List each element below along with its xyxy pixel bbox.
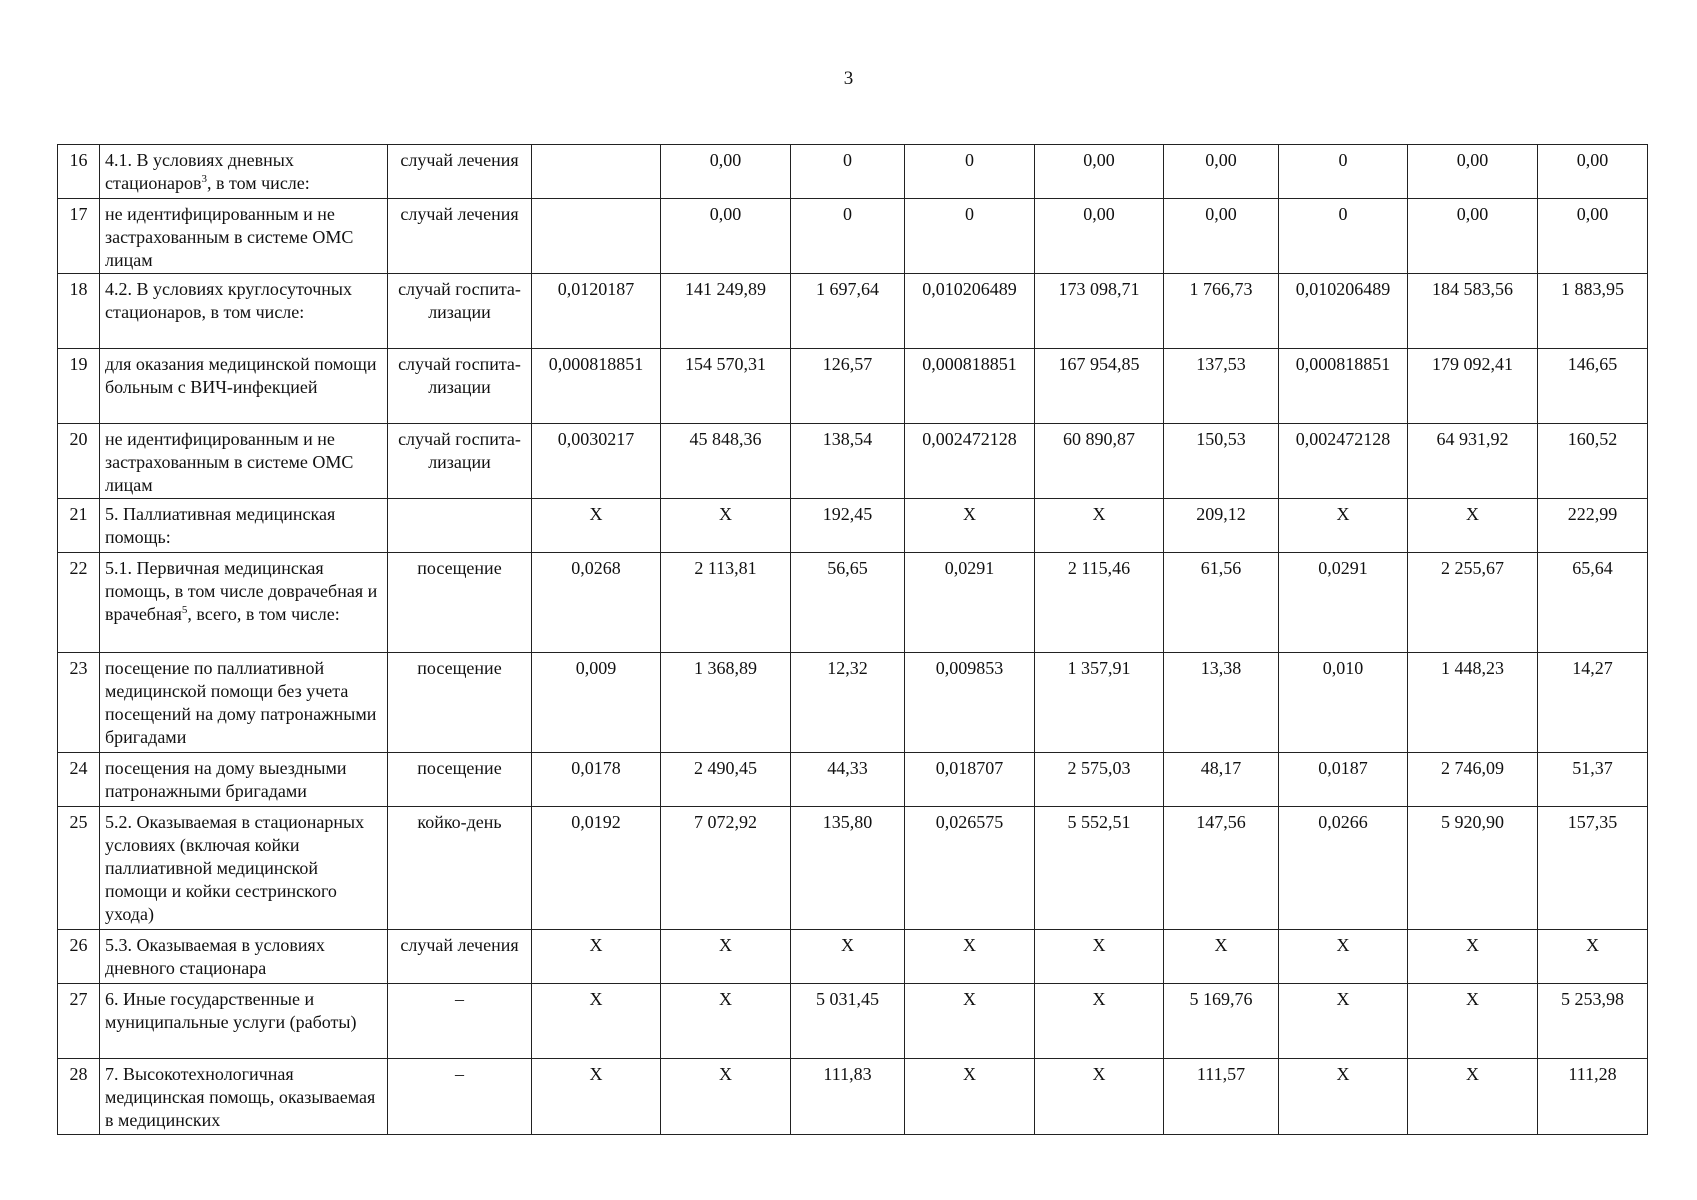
value-cell: 0,000818851 — [1279, 349, 1408, 424]
row-name: 6. Иные государственные и муниципальные услуги (работы) — [105, 989, 357, 1032]
row-name: 7. Высокотехнологичная медицинская помощь, оказываемая в медицинских — [105, 1064, 376, 1130]
value-cell: 184 583,56 — [1408, 274, 1538, 349]
table-row — [58, 424, 1648, 499]
value-cell: 138,54 — [791, 424, 905, 499]
value-cell: 2 490,45 — [661, 753, 791, 807]
value-cell: 1 368,89 — [661, 653, 791, 753]
row-name-cell — [100, 930, 388, 984]
value-cell: 0,00 — [1164, 145, 1279, 199]
value-cell: X — [1408, 499, 1538, 553]
value-cell: 0 — [1279, 199, 1408, 274]
value-cell — [532, 145, 661, 199]
footnote-ref: 3 — [201, 173, 207, 185]
table-row — [58, 199, 1648, 274]
value-cell: 0 — [1279, 145, 1408, 199]
value-cell: 141 249,89 — [661, 274, 791, 349]
row-name-cell — [100, 274, 388, 349]
value-cell: 222,99 — [1538, 499, 1648, 553]
value-cell: 51,37 — [1538, 753, 1648, 807]
row-name: 4.1. В условиях дневных стационаров — [105, 150, 294, 193]
value-cell: 44,33 — [791, 753, 905, 807]
value-cell: 0,026575 — [905, 807, 1035, 930]
table-row — [58, 553, 1648, 653]
value-cell: 0,00 — [1035, 199, 1164, 274]
value-cell: X — [1408, 930, 1538, 984]
value-cell: X — [661, 1059, 791, 1135]
row-number: 20 — [58, 424, 100, 499]
value-cell: 179 092,41 — [1408, 349, 1538, 424]
value-cell: 2 113,81 — [661, 553, 791, 653]
value-cell: 1 883,95 — [1538, 274, 1648, 349]
value-cell: 173 098,71 — [1035, 274, 1164, 349]
row-name: 5.3. Оказываемая в условиях дневного стационара — [105, 935, 325, 978]
value-cell: 157,35 — [1538, 807, 1648, 930]
table-body — [58, 145, 1648, 1135]
table-row — [58, 653, 1648, 753]
row-number: 26 — [58, 930, 100, 984]
row-unit: посещение — [388, 753, 532, 807]
value-cell: 5 031,45 — [791, 984, 905, 1059]
value-cell: X — [661, 499, 791, 553]
value-cell: 0,0187 — [1279, 753, 1408, 807]
value-cell: X — [532, 499, 661, 553]
value-cell: X — [1538, 930, 1648, 984]
value-cell: 64 931,92 — [1408, 424, 1538, 499]
table-row — [58, 274, 1648, 349]
value-cell: 111,57 — [1164, 1059, 1279, 1135]
value-cell: 5 920,90 — [1408, 807, 1538, 930]
row-number: 21 — [58, 499, 100, 553]
value-cell: 0 — [791, 199, 905, 274]
value-cell: 2 746,09 — [1408, 753, 1538, 807]
value-cell: 0,00 — [1035, 145, 1164, 199]
row-unit: посещение — [388, 653, 532, 753]
row-number: 17 — [58, 199, 100, 274]
value-cell: X — [532, 1059, 661, 1135]
value-cell: 0,0291 — [1279, 553, 1408, 653]
value-cell: 13,38 — [1164, 653, 1279, 753]
value-cell: 0,009 — [532, 653, 661, 753]
row-name-cell — [100, 984, 388, 1059]
table-row — [58, 1059, 1648, 1135]
value-cell: 150,53 — [1164, 424, 1279, 499]
value-cell: 0,00 — [1408, 199, 1538, 274]
value-cell: 0,018707 — [905, 753, 1035, 807]
value-cell: 0 — [791, 145, 905, 199]
table-row — [58, 930, 1648, 984]
row-unit: посещение — [388, 553, 532, 653]
value-cell: 0,00 — [1408, 145, 1538, 199]
table-row — [58, 984, 1648, 1059]
value-cell: 0,00 — [661, 145, 791, 199]
row-name: 5. Паллиативная медицинская помощь: — [105, 504, 336, 547]
row-name-tail: , в том числе: — [206, 173, 310, 193]
row-number: 25 — [58, 807, 100, 930]
row-number: 22 — [58, 553, 100, 653]
value-cell: 0,010 — [1279, 653, 1408, 753]
value-cell: 14,27 — [1538, 653, 1648, 753]
value-cell: X — [661, 984, 791, 1059]
value-cell: 2 255,67 — [1408, 553, 1538, 653]
row-name: 5.1. Первичная медицинская помощь, в том числе доврачебная и врачебная — [105, 558, 378, 624]
row-name-cell — [100, 424, 388, 499]
row-number: 16 — [58, 145, 100, 199]
row-name-cell — [100, 349, 388, 424]
row-unit: случай лечения — [388, 930, 532, 984]
row-number: 27 — [58, 984, 100, 1059]
row-name-tail: , всего, в том числе: — [187, 604, 340, 624]
row-number: 19 — [58, 349, 100, 424]
value-cell: 154 570,31 — [661, 349, 791, 424]
value-cell: 0,00 — [661, 199, 791, 274]
value-cell: 1 357,91 — [1035, 653, 1164, 753]
value-cell: 192,45 — [791, 499, 905, 553]
row-unit: случай госпита-лизации — [388, 274, 532, 349]
value-cell: 5 552,51 — [1035, 807, 1164, 930]
value-cell: 0,0266 — [1279, 807, 1408, 930]
value-cell: 0,00 — [1538, 145, 1648, 199]
value-cell: 0,000818851 — [532, 349, 661, 424]
value-cell: 0,009853 — [905, 653, 1035, 753]
value-cell: 65,64 — [1538, 553, 1648, 653]
row-name-cell — [100, 553, 388, 653]
row-name: посещения на дому выездными патронажными бригадами — [105, 758, 347, 801]
row-name: не идентифицированным и не застрахованным в системе ОМС лицам — [105, 429, 354, 495]
value-cell: 0,00 — [1164, 199, 1279, 274]
value-cell: 1 697,64 — [791, 274, 905, 349]
value-cell: X — [1408, 984, 1538, 1059]
table-row — [58, 807, 1648, 930]
value-cell: 12,32 — [791, 653, 905, 753]
value-cell: 61,56 — [1164, 553, 1279, 653]
row-unit: случай госпита-лизации — [388, 349, 532, 424]
value-cell: 0,0291 — [905, 553, 1035, 653]
value-cell: 126,57 — [791, 349, 905, 424]
value-cell: 5 169,76 — [1164, 984, 1279, 1059]
row-name-cell — [100, 753, 388, 807]
row-unit: – — [388, 1059, 532, 1135]
value-cell: 0,0030217 — [532, 424, 661, 499]
footnote-ref: 5 — [181, 604, 188, 616]
value-cell: 0,000818851 — [905, 349, 1035, 424]
row-unit: случай лечения — [388, 145, 532, 199]
row-name-cell — [100, 145, 388, 199]
value-cell: X — [905, 1059, 1035, 1135]
value-cell: X — [1279, 930, 1408, 984]
value-cell: 45 848,36 — [661, 424, 791, 499]
value-cell: 7 072,92 — [661, 807, 791, 930]
row-unit: – — [388, 984, 532, 1059]
row-name: 5.2. Оказываемая в стационарных условиях (включая койки паллиативной медицинской помощи и койки сестринского ухода) — [105, 812, 365, 924]
row-name: для оказания медицинской помощи больным с ВИЧ-инфекцией — [105, 354, 377, 397]
value-cell: 0,0268 — [532, 553, 661, 653]
row-name-cell — [100, 199, 388, 274]
value-cell: 2 115,46 — [1035, 553, 1164, 653]
value-cell: X — [1279, 499, 1408, 553]
value-cell — [532, 199, 661, 274]
row-name: 4.2. В условиях круглосуточных стационаров, в том числе: — [105, 279, 352, 322]
value-cell: X — [1164, 930, 1279, 984]
page-number: 3 — [843, 68, 854, 89]
value-cell: X — [532, 930, 661, 984]
row-name-cell — [100, 807, 388, 930]
value-cell: X — [661, 930, 791, 984]
value-cell: X — [905, 499, 1035, 553]
value-cell: 209,12 — [1164, 499, 1279, 553]
value-cell: 0,0192 — [532, 807, 661, 930]
value-cell: 160,52 — [1538, 424, 1648, 499]
row-number: 18 — [58, 274, 100, 349]
value-cell: X — [1279, 1059, 1408, 1135]
value-cell: 48,17 — [1164, 753, 1279, 807]
value-cell: 60 890,87 — [1035, 424, 1164, 499]
value-cell: X — [905, 984, 1035, 1059]
value-cell: 111,28 — [1538, 1059, 1648, 1135]
value-cell: 1 766,73 — [1164, 274, 1279, 349]
table-row — [58, 145, 1648, 199]
value-cell: 1 448,23 — [1408, 653, 1538, 753]
value-cell: 5 253,98 — [1538, 984, 1648, 1059]
value-cell: 56,65 — [791, 553, 905, 653]
value-cell: 2 575,03 — [1035, 753, 1164, 807]
table-row — [58, 349, 1648, 424]
value-cell: 0 — [905, 145, 1035, 199]
value-cell: X — [1035, 930, 1164, 984]
table-row — [58, 753, 1648, 807]
row-name: не идентифицированным и не застрахованным в системе ОМС лицам — [105, 204, 354, 270]
value-cell: 0,00 — [1538, 199, 1648, 274]
data-table — [57, 144, 1648, 1135]
value-cell: 0,002472128 — [1279, 424, 1408, 499]
value-cell: X — [791, 930, 905, 984]
row-number: 24 — [58, 753, 100, 807]
row-unit: случай госпита-лизации — [388, 424, 532, 499]
value-cell: X — [1035, 1059, 1164, 1135]
value-cell: 0,0178 — [532, 753, 661, 807]
value-cell: 146,65 — [1538, 349, 1648, 424]
value-cell: 147,56 — [1164, 807, 1279, 930]
row-name-cell — [100, 499, 388, 553]
row-name-cell — [100, 1059, 388, 1135]
value-cell: X — [532, 984, 661, 1059]
row-number: 23 — [58, 653, 100, 753]
value-cell: 0 — [905, 199, 1035, 274]
value-cell: 137,53 — [1164, 349, 1279, 424]
value-cell: X — [1035, 984, 1164, 1059]
table-row — [58, 499, 1648, 553]
value-cell: X — [1408, 1059, 1538, 1135]
value-cell: X — [1279, 984, 1408, 1059]
value-cell: 167 954,85 — [1035, 349, 1164, 424]
value-cell: X — [905, 930, 1035, 984]
row-unit — [388, 499, 532, 553]
value-cell: 0,010206489 — [1279, 274, 1408, 349]
value-cell: 0,0120187 — [532, 274, 661, 349]
row-name: посещение по паллиативной медицинской помощи без учета посещений на дому патронажными бригадами — [105, 658, 377, 747]
value-cell: X — [1035, 499, 1164, 553]
value-cell: 135,80 — [791, 807, 905, 930]
row-number: 28 — [58, 1059, 100, 1135]
value-cell: 0,002472128 — [905, 424, 1035, 499]
value-cell: 0,010206489 — [905, 274, 1035, 349]
row-unit: койко-день — [388, 807, 532, 930]
row-name-cell — [100, 653, 388, 753]
value-cell: 111,83 — [791, 1059, 905, 1135]
row-unit: случай лечения — [388, 199, 532, 274]
